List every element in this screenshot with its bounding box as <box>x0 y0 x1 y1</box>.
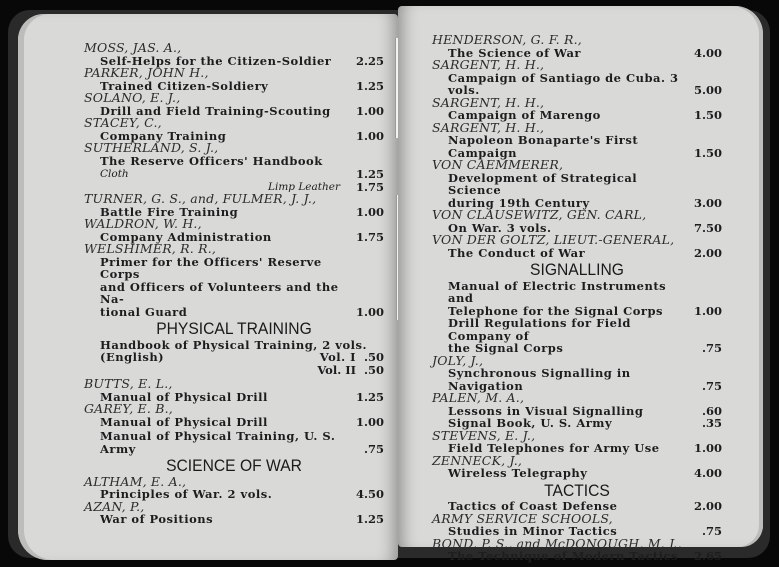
book-title: The Technique of Modern Tactics <box>448 549 678 563</box>
book-price: 1.25 <box>355 512 384 526</box>
book-price: 1.25 <box>355 78 384 93</box>
book-price: 1.00 <box>355 128 384 143</box>
book-entry <box>84 281 384 306</box>
book-entry <box>84 416 384 429</box>
book-price: .35 <box>701 416 722 430</box>
author: SARGENT, H. H., <box>432 57 545 72</box>
book-title-line: Manual of Physical Training, U. S. <box>100 429 336 443</box>
binding-label: Limp Leather <box>267 180 340 193</box>
author: JOLY, J., <box>432 352 484 368</box>
book-title-line: Telephone for the Signal Corps <box>448 303 663 318</box>
author: PARKER, JOHN H., <box>84 65 209 80</box>
book-price: .75 <box>701 524 722 538</box>
book-price: 4.50 <box>355 487 384 501</box>
book-price: 1.50 <box>693 108 722 122</box>
book-entry <box>84 256 384 281</box>
book-title: Company Training <box>100 128 227 143</box>
author: PALEN, M. A., <box>432 390 525 405</box>
author: AZAN, P., <box>84 498 145 514</box>
book-entry <box>84 513 384 526</box>
book-title: War of Positions <box>100 512 214 526</box>
book-price: .50 <box>363 350 384 364</box>
book-price: 1.50 <box>693 145 722 160</box>
book-price: 2.65 <box>693 549 722 563</box>
volume-row <box>320 351 384 364</box>
book-price: 1.00 <box>693 303 722 318</box>
book-price: .75 <box>363 441 384 456</box>
book-title-text: The Reserve Officers' Handbook <box>100 153 323 168</box>
book-price: 1.00 <box>355 304 384 319</box>
book-title-line: Primer for the Officers' Reserve Corps <box>100 254 322 281</box>
book-price: 4.00 <box>693 45 722 60</box>
author: SOLANO, E. J., <box>84 90 181 105</box>
book-price: 1.00 <box>355 414 384 429</box>
book-entry <box>432 550 722 563</box>
book-title: On War. 3 vols. <box>448 220 552 235</box>
book-entry <box>432 280 722 305</box>
book-entry <box>432 247 722 260</box>
book-entry <box>432 134 722 159</box>
author: SARGENT, H. H., <box>432 94 545 110</box>
book-entry <box>432 367 722 392</box>
author: TURNER, G. S., and, FULMER, J. J., <box>84 191 317 206</box>
volume-row <box>84 364 384 377</box>
left-page-content <box>84 42 384 526</box>
author: HENDERSON, G. F. R., <box>432 32 582 47</box>
book-title: Battle Fire Training <box>100 204 239 219</box>
book-price: 7.50 <box>693 220 722 235</box>
book-entry <box>84 306 384 319</box>
volume-label: Vol. I <box>319 350 356 364</box>
book-title: Studies in Minor Tactics <box>448 524 618 538</box>
book-title-line: Development of Strategical Science <box>448 170 638 197</box>
author: STEVENS, E. J., <box>432 427 536 443</box>
book-price: 1.00 <box>355 103 384 118</box>
book-price: .75 <box>701 341 722 355</box>
book-title: Campaign of Santiago de Cuba. 3 vols. <box>448 70 679 97</box>
section-heading-physical-training: PHYSICAL TRAINING <box>156 319 312 338</box>
book-price: 1.75 <box>355 179 384 194</box>
book-title: Field Telephones for Army Use <box>448 441 660 455</box>
book-title: Lessons in Visual Signalling <box>448 403 644 418</box>
book-title: Tactics of Coast Defense <box>448 499 618 513</box>
book-price: 1.00 <box>693 441 722 455</box>
author: ALTHAM, E. A., <box>84 473 187 489</box>
left-page <box>18 14 398 560</box>
author: ARMY SERVICE SCHOOLS, <box>432 510 613 526</box>
book-title: Principles of War. 2 vols. <box>100 487 273 501</box>
book-entry <box>84 351 384 364</box>
book-entry <box>84 430 384 443</box>
book-title <box>100 155 350 181</box>
book-title: Napoleon Bonaparte's First Campaign <box>448 133 639 160</box>
author: STACEY, C., <box>84 115 162 130</box>
book-price: .50 <box>363 362 384 377</box>
book-title-line: Drill Regulations for Field Company of <box>448 316 631 343</box>
book-price: 1.25 <box>355 389 384 404</box>
book-title-line: and Officers of Volunteers and the Na- <box>100 279 339 306</box>
section-heading-signalling: SIGNALLING <box>530 260 624 279</box>
book-entry <box>84 155 384 181</box>
book-title: Signal Book, U. S. Army <box>448 416 613 430</box>
book-entry <box>432 172 722 197</box>
book-title-line: Handbook of Physical Training, 2 vols. <box>100 337 367 352</box>
author: SUTHERLAND, S. J., <box>84 140 219 155</box>
book-title-line: Army <box>100 441 136 456</box>
book-price: 2.00 <box>693 245 722 260</box>
book-entry <box>432 467 722 480</box>
author: BUTTS, E. L., <box>84 376 173 391</box>
book-price: 1.00 <box>355 204 384 219</box>
book-title: Manual of Physical Drill <box>100 414 268 429</box>
book-entry <box>432 317 722 342</box>
book-title: Campaign of Marengo <box>448 108 601 122</box>
book-title-line: tional Guard <box>100 304 188 319</box>
author: SARGENT, H. H., <box>432 119 545 135</box>
book-title-line: (English) <box>100 350 165 364</box>
author: MOSS, JAS. A., <box>84 40 182 55</box>
section-heading-tactics: TACTICS <box>544 480 610 500</box>
right-page-content <box>432 34 722 563</box>
book-title: Wireless Telegraphy <box>448 466 588 480</box>
right-page <box>398 6 763 563</box>
book-title-line: the Signal Corps <box>448 341 564 355</box>
author: VON CLAUSEWITZ, GEN. CARL, <box>432 207 647 222</box>
book-price: 4.00 <box>693 466 722 480</box>
author: WELSHIMER, R. R., <box>84 241 217 256</box>
book-title: Manual of Physical Drill <box>100 389 268 404</box>
book-title: Self-Helps for the Citizen-Soldier <box>100 53 332 68</box>
author: VON CAEMMERER, <box>432 157 564 172</box>
book-price: 2.25 <box>355 53 384 68</box>
author: WALDRON, W. H., <box>84 216 202 231</box>
book-title: Drill and Field Training-Scouting <box>100 103 331 118</box>
book-price: .60 <box>701 403 722 418</box>
book-price: 5.00 <box>693 83 722 97</box>
book-entry <box>432 72 722 97</box>
volume-label: Vol. II <box>317 362 356 377</box>
book-title: Synchronous Signalling in Navigation <box>448 366 631 393</box>
author: ZENNECK, J., <box>432 452 523 468</box>
author: BOND, P. S., and McDONOUGH, M. J., <box>432 535 682 551</box>
book-title: Company Administration <box>100 229 272 244</box>
book-title-line: Manual of Electric Instruments and <box>448 278 667 305</box>
book-price: 1.25 <box>355 167 384 181</box>
author: VON DER GOLTZ, LIEUT.-GENERAL, <box>432 232 675 247</box>
book-price: 3.00 <box>693 195 722 210</box>
binding-label: Cloth <box>100 168 129 180</box>
book-price: .75 <box>701 378 722 393</box>
section-heading-science-of-war: SCIENCE OF WAR <box>166 456 302 475</box>
book-title-line: during 19th Century <box>448 195 590 210</box>
book-entry <box>84 443 384 456</box>
author: GAREY, E. B., <box>84 401 173 416</box>
book-title: Trained Citizen-Soldiery <box>100 78 269 93</box>
book-price: 1.75 <box>355 229 384 244</box>
book-title: The Conduct of War <box>448 245 586 260</box>
book-price: 2.00 <box>693 499 722 513</box>
book-title: The Science of War <box>448 45 581 60</box>
